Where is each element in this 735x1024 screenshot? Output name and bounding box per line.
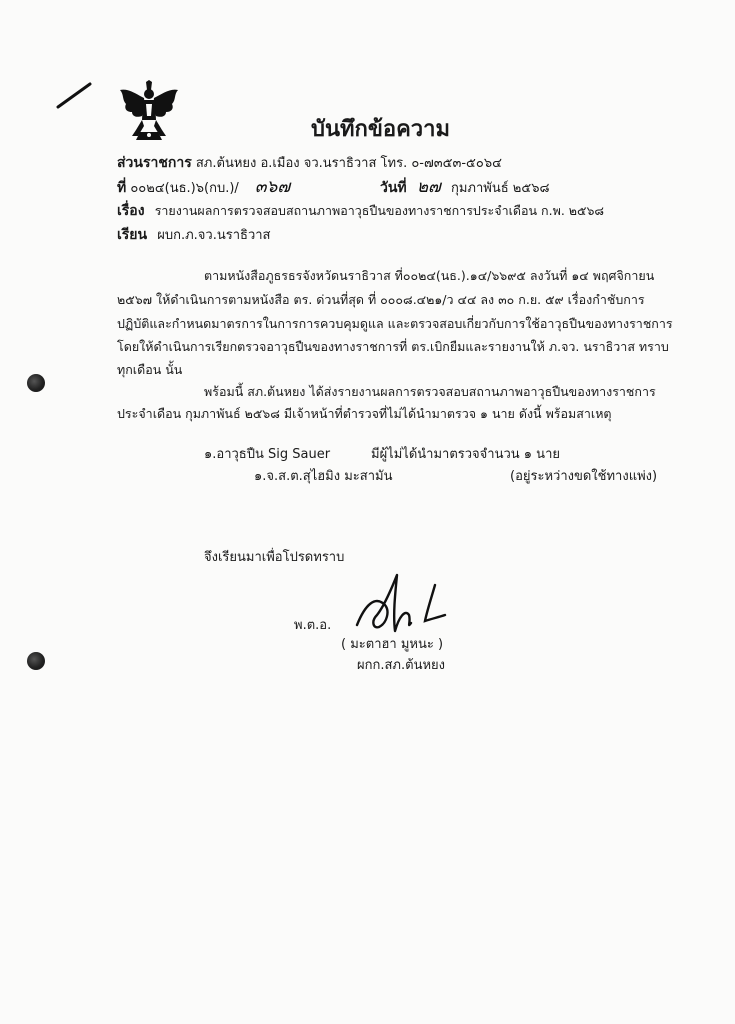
body-paragraph-2-line-2: ประจำเดือน กุมภาพันธ์ ๒๕๖๘ มีเจ้าหน้าที่ตำรวจที่ไม่ได้นำมาตรวจ ๑ นาย ดังนี้ พร้อมสาเหตุ	[117, 406, 612, 421]
recipient-value: ผบก.ภ.จว.นราธิวาส	[157, 228, 271, 243]
document-number-value: ๐๐๒๔(นธ.)๖(กบ.)/	[130, 181, 239, 196]
punch-hole-top	[27, 374, 45, 392]
memo-title: บันทึกข้อความ	[311, 117, 451, 142]
signature-rank: พ.ต.อ.	[294, 618, 332, 633]
department-label: ส่วนราชการ	[117, 155, 192, 171]
item-1-officer: ๑.จ.ส.ต.สุไฮมิง มะสามัน	[254, 469, 393, 484]
subject-value: รายงานผลการตรวจสอบสถานภาพอาวุธปืนของทางราชการประจำเดือน ก.พ. ๒๕๖๘	[154, 203, 605, 218]
document-number-handwritten: ๓๖๗	[254, 177, 291, 197]
item-1-count: มีผู้ไม่ได้นำมาตรวจจำนวน ๑ นาย	[371, 447, 560, 462]
garuda-emblem-icon	[118, 80, 180, 142]
body-paragraph-1-line-5: ทุกเดือน นั้น	[117, 362, 183, 377]
body-paragraph-1-line-1: ตามหนังสือภูธรธรจังหวัดนราธิวาส ที่๐๐๒๔(นธ.).๑๔/๖๖๙๕ ลงวันที่ ๑๔ พฤศจิกายน	[204, 268, 655, 283]
date-value: กุมภาพันธ์ ๒๕๖๘	[450, 181, 550, 196]
date-handwritten: ๒๗	[416, 177, 441, 197]
closing-text: จึงเรียนมาเพื่อโปรดทราบ	[204, 550, 345, 565]
signature-position: ผกก.สภ.ต้นหยง	[357, 658, 445, 673]
body-paragraph-2-line-1: พร้อมนี้ สภ.ต้นหยง ได้ส่งรายงานผลการตรวจสอบสถานภาพอาวุธปืนของทางราชการ	[204, 384, 656, 399]
item-1-weapon: ๑.อาวุธปืน Sig Sauer	[204, 447, 331, 462]
signature-name: ( มะตาฮา มูหนะ )	[341, 637, 444, 652]
body-paragraph-1-line-4: โดยให้ดำเนินการเรียกตรวจอาวุธปืนของทางราชการที่ ตร.เบิกยืมและรายงานให้ ภ.จว. นราธิวาส ทราบ	[117, 339, 669, 354]
document-number-row	[117, 179, 290, 197]
body-paragraph-1-line-2: ๒๕๖๗ ให้ดำเนินการตามหนังสือ ตร. ด่วนที่สุด ที่ ๐๐๐๘.๔๒๑/ว ๔๔ ลง ๓๐ ก.ย. ๕๙ เรื่องกำชับการ	[117, 292, 645, 307]
document-number-label: ที่	[117, 180, 127, 196]
body-paragraph-1-line-3: ปฏิบัติและกำหนดมาตรการในการการควบคุมดูแล และตรวจสอบเกี่ยวกับการใช้อาวุธปืนของทางราชการ	[117, 316, 673, 331]
subject-row	[117, 203, 604, 220]
recipient-label: เรียน	[117, 227, 148, 243]
date-label: วันที่	[380, 180, 407, 196]
department-value: สภ.ต้นหยง อ.เมือง จว.นราธิวาส โทร. ๐-๗๓๕๓-๕๐๖๔	[195, 156, 502, 171]
pen-stroke-mark	[55, 80, 95, 110]
punch-hole-bottom	[27, 652, 45, 670]
department-row	[117, 155, 502, 172]
recipient-row	[117, 227, 270, 244]
subject-label: เรื่อง	[117, 203, 145, 219]
date-row	[380, 179, 549, 197]
item-1-reason: (อยู่ระหว่างขดใช้ทางแพ่ง)	[510, 469, 658, 484]
